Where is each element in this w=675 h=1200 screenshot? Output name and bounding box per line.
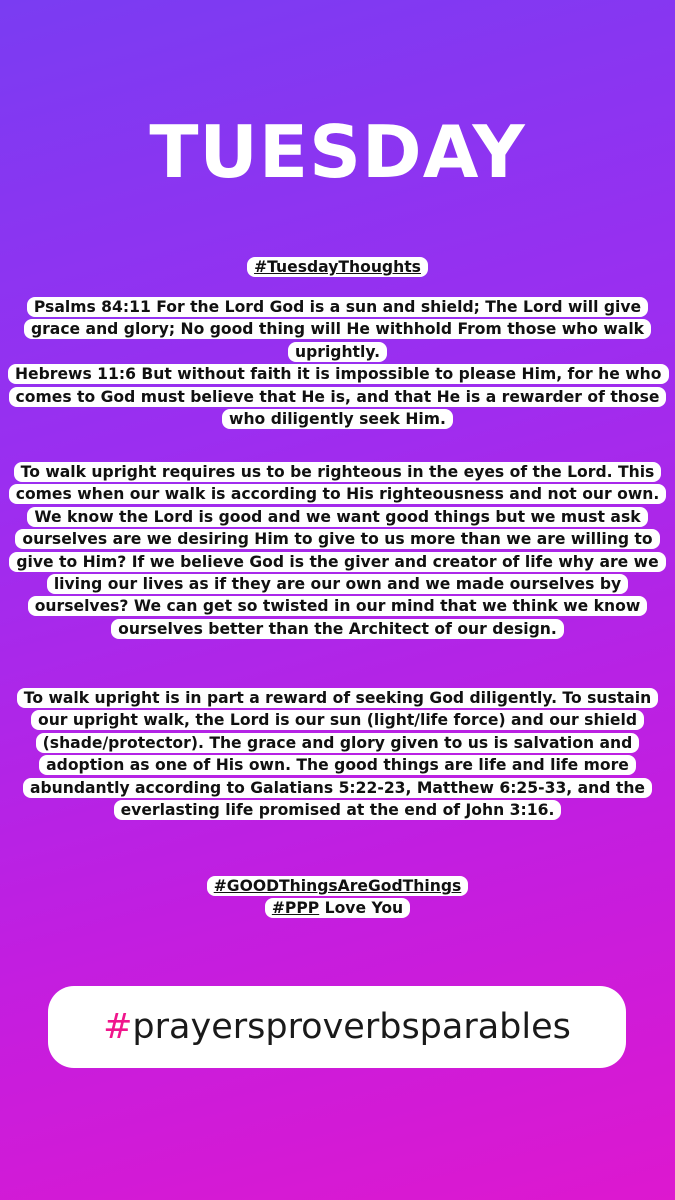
paragraph-1-text: To walk upright requires us to be righteous in the eyes of the Lord. This comes when our walk is according to His righteousness and not our own. We know the Lord is good and we want good things but we must ask ourselves are we desiring Him to give to us more than we are willing to give to Him? If we believe God is the giver and creator of life why are we living our lives as if they are our own and we made ourselves by ourselves? We can get so twisted in our mind that we think we know ourselves better than the Architect of our design. xyxy=(9,462,667,639)
scripture-psalms: Psalms 84:11 For the Lord God is a sun and shield; The Lord will give grace and glory; No good thing will He withhold From those who walk uprightly. xyxy=(24,297,651,362)
hashtag-good-things[interactable]: #GOODThingsAreGodThings xyxy=(207,876,469,896)
hashtag-tuesday-thoughts[interactable]: #TuesdayThoughts xyxy=(247,257,428,277)
paragraph-2-text: To walk upright is in part a reward of seeking God diligently. To sustain our upright walk, the Lord is our sun (light/life force) and our shield (shade/protector). The grace and glory given to us is salvation and adoption as one of His own. The good things are life and life more abundantly according to Galatians 5:22-23, Matthew 6:25-33, and the everlasting life promised at the end of John 3:16. xyxy=(17,688,658,820)
scripture-block xyxy=(8,296,667,430)
hashtag-tuesday-thoughts-block xyxy=(8,256,667,278)
closing-block xyxy=(8,875,667,920)
sticker-hashtag-text: prayersproverbsparables xyxy=(132,1007,571,1047)
hashtag-sticker[interactable] xyxy=(48,986,626,1068)
reflection-paragraph-2 xyxy=(8,687,667,821)
reflection-paragraph-1 xyxy=(8,461,667,640)
scripture-hebrews: Hebrews 11:6 But without faith it is impossible to please Him, for he who comes to God must believe that He is, and that He is a rewarder of those who diligently seek Him. xyxy=(8,364,669,429)
day-title: TUESDAY xyxy=(149,110,526,194)
signoff-text: Love You xyxy=(324,899,404,918)
sticker-hash-symbol: # xyxy=(103,1007,133,1047)
closing-line xyxy=(265,898,410,918)
hashtag-ppp[interactable]: #PPP xyxy=(271,899,320,918)
